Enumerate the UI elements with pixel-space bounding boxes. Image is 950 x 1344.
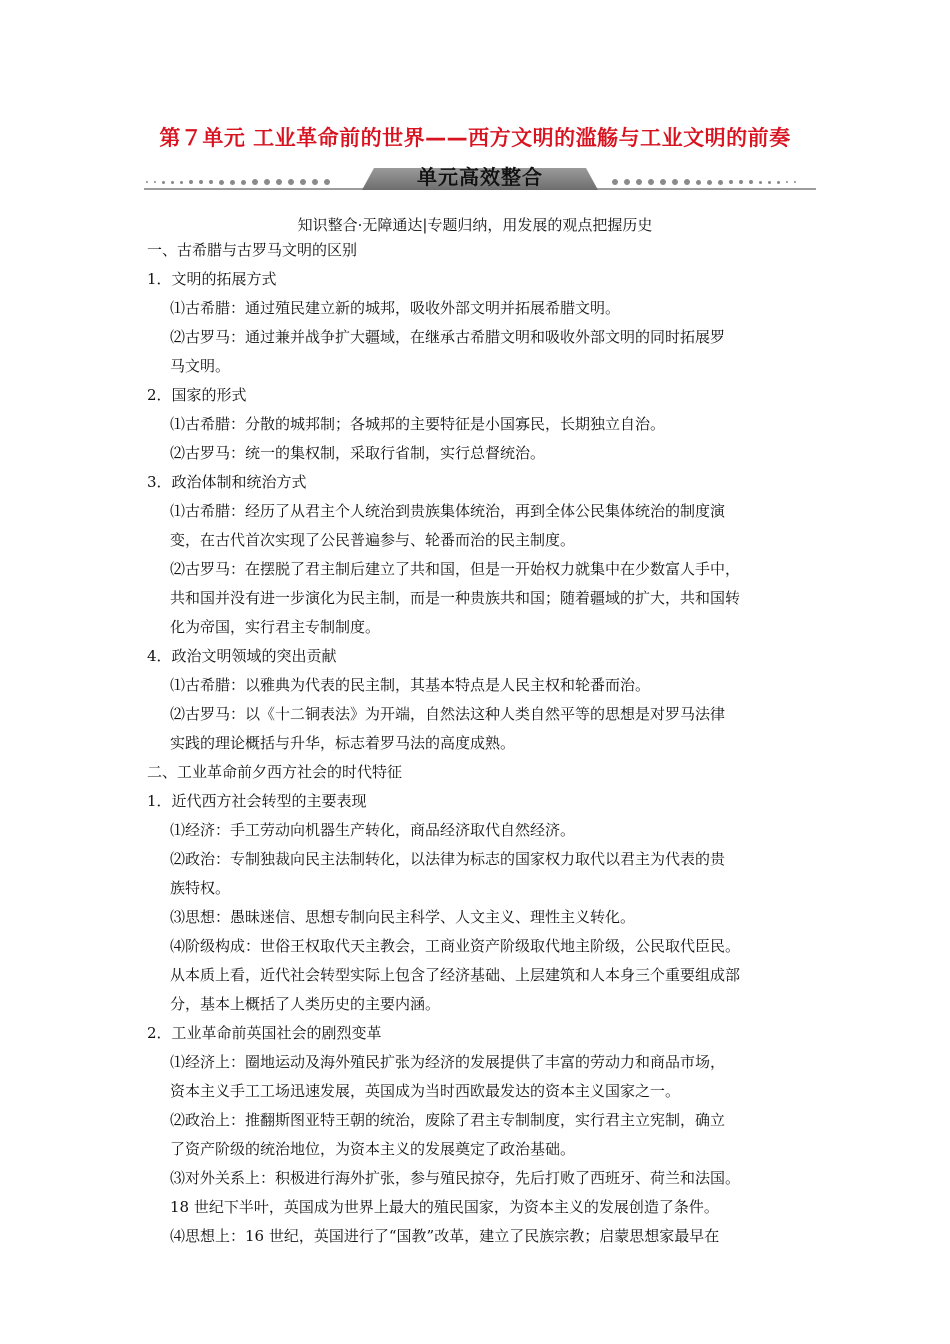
paragraph-line: ⑵古罗马：统一的集权制，采取行省制，实行总督统治。 [170,444,546,462]
paragraph-line: 了资产阶级的统治地位，为资本主义的发展奠定了政治基础。 [170,1140,576,1158]
paragraph-line: ⑴古希腊：分散的城邦制；各城邦的主要特征是小国寡民，长期独立自治。 [170,415,666,433]
paragraph-line: ⑵古罗马：通过兼并战争扩大疆域，在继承古希腊文明和吸收外部文明的同时拓展罗 [170,328,726,346]
paragraph-line: ⑶思想：愚昧迷信、思想专制向民主科学、人文主义、理性主义转化。 [170,908,636,926]
paragraph-line: 资本主义手工工场迅速发展，英国成为当时西欧最发达的资本主义国家之一。 [170,1082,681,1100]
section-subtitle: 知识整合·无障通达|专题归纳，用发展的观点把握历史 [297,216,653,234]
banner-dots-right [612,178,796,186]
paragraph-line: ⑴经济上：圈地运动及海外殖民扩张为经济的发展提供了丰富的劳动力和商品市场， [170,1053,726,1071]
section-heading: 一、古希腊与古罗马文明的区别 [147,241,358,259]
paragraph-line: 变，在古代首次实现了公民普遍参与、轮番而治的民主制度。 [170,531,576,549]
body-content [147,236,827,1251]
banner-label: 单元高效整合 [417,165,543,189]
paragraph-line: ⑴古希腊：通过殖民建立新的城邦，吸收外部文明并拓展希腊文明。 [170,299,621,317]
paragraph-line: 族特权。 [170,879,231,897]
subsection-heading: 3．政治体制和统治方式 [147,473,307,491]
paragraph-line: 实践的理论概括与升华，标志着罗马法的高度成熟。 [170,734,516,752]
paragraph-line: ⑵古罗马：在摆脱了君主制后建立了共和国，但是一开始权力就集中在少数富人手中， [170,560,741,578]
paragraph-line: 化为帝国，实行君主专制制度。 [170,618,381,636]
paragraph-line: 从本质上看，近代社会转型实际上包含了经济基础、上层建筑和人本身三个重要组成部 [170,966,741,984]
paragraph-line: 18 世纪下半叶，英国成为世界上最大的殖民国家，为资本主义的发展创造了条件。 [170,1198,719,1216]
paragraph-line: ⑵古罗马：以《十二铜表法》为开端，自然法这种人类自然平等的思想是对罗马法律 [170,705,726,723]
subsection-heading: 4．政治文明领域的突出贡献 [147,647,337,665]
paragraph-line: ⑶对外关系上：积极进行海外扩张，参与殖民掠夺，先后打败了西班牙、荷兰和法国。 [170,1169,741,1187]
paragraph-line: ⑴古希腊：经历了从君主个人统治到贵族集体统治，再到全体公民集体统治的制度演 [170,502,726,520]
section-heading: 二、工业革命前夕西方社会的时代特征 [147,763,403,781]
banner-dots-left [146,178,330,186]
paragraph-line: ⑵政治：专制独裁向民主法制转化，以法律为标志的国家权力取代以君主为代表的贵 [170,850,726,868]
paragraph-line: ⑴经济：手工劳动向机器生产转化，商品经济取代自然经济。 [170,821,576,839]
paragraph-line: 共和国并没有进一步演化为民主制，而是一种贵族共和国；随着疆域的扩大，共和国转 [170,589,741,607]
subsection-heading: 1．近代西方社会转型的主要表现 [147,792,367,810]
paragraph-line: ⑴古希腊：以雅典为代表的民主制，其基本特点是人民主权和轮番而治。 [170,676,651,694]
unit-title: 第７单元 工业革命前的世界——西方文明的滥觞与工业文明的前奏 [159,126,791,150]
subsection-heading: 2．工业革命前英国社会的剧烈变革 [147,1024,382,1042]
paragraph-line: ⑷思想上：16 世纪，英国进行了“国教”改革，建立了民族宗教；启蒙思想家最早在 [170,1227,720,1245]
subsection-heading: 1．文明的拓展方式 [147,270,277,288]
paragraph-line: 马文明。 [170,357,231,375]
paragraph-line: ⑷阶级构成：世俗王权取代天主教会，工商业资产阶级取代地主阶级，公民取代臣民。 [170,937,741,955]
paragraph-line: ⑵政治上：推翻斯图亚特王朝的统治，废除了君主专制制度，实行君主立宪制，确立 [170,1111,726,1129]
subsection-heading: 2．国家的形式 [147,386,247,404]
paragraph-line: 分，基本上概括了人类历史的主要内涵。 [170,995,441,1013]
section-banner [144,165,816,194]
